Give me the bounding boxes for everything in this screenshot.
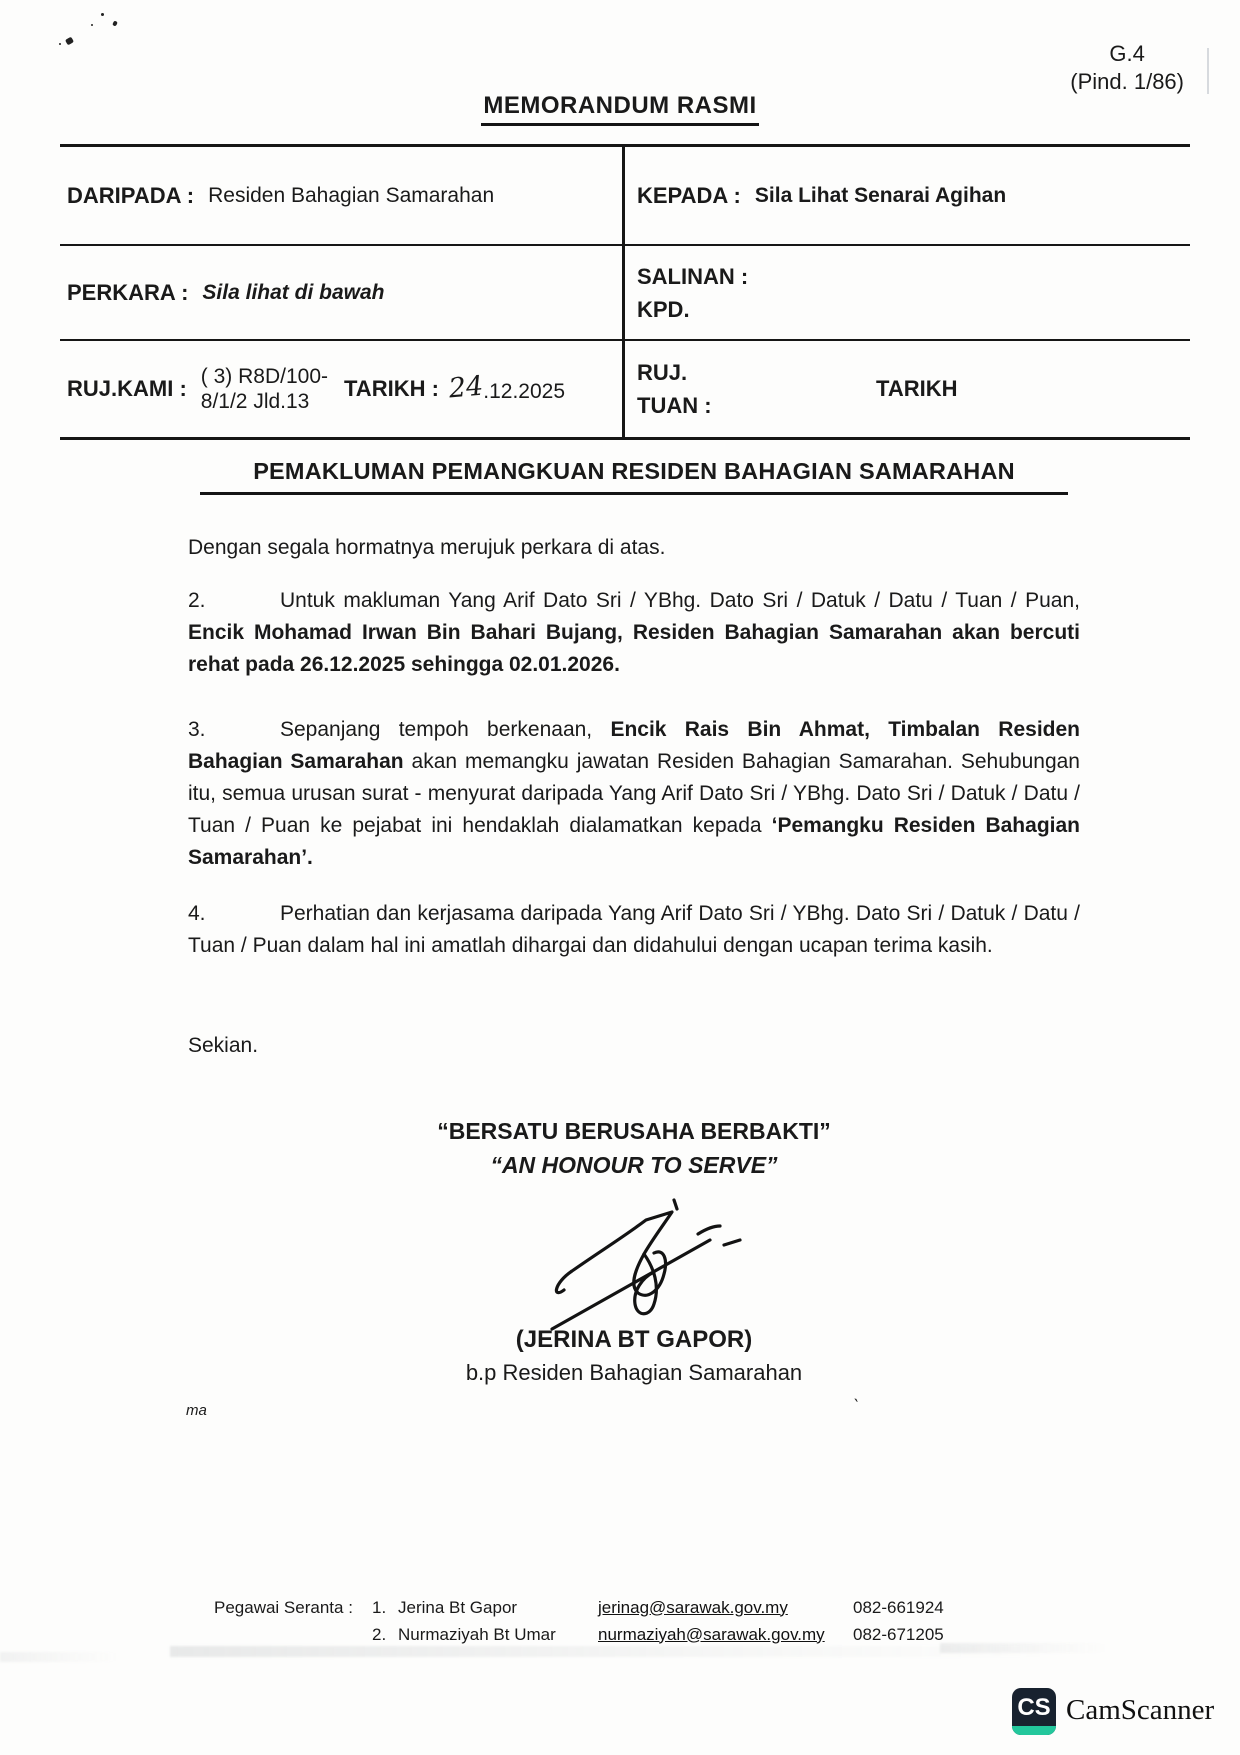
subject-heading: PEMAKLUMAN PEMANGKUAN RESIDEN BAHAGIAN SAMARAHAN xyxy=(253,458,1015,484)
ruj-kami-value: ( 3) R8D/100- 8/1/2 Jld.13 xyxy=(200,365,328,413)
title-row xyxy=(0,92,1240,126)
contact-phone: 082-671205 xyxy=(853,1624,944,1644)
handwritten-day: 24 xyxy=(447,370,485,404)
initials-annotation: ma xyxy=(186,1402,207,1419)
camscanner-icon-text: CS xyxy=(1017,1693,1051,1721)
contact-officers-block xyxy=(214,1594,973,1648)
memo-header-table xyxy=(60,144,1190,440)
ink-speck xyxy=(101,13,104,16)
contact-number: 2. xyxy=(372,1624,387,1644)
paragraph-3 xyxy=(188,714,1080,874)
document-title: MEMORANDUM RASMI xyxy=(481,92,758,126)
perkara-value: Sila lihat di bawah xyxy=(202,280,385,304)
tarikh-value: 24.12.2025 xyxy=(447,370,566,404)
contact-name: Jerina Bt Gapor xyxy=(398,1597,518,1617)
ink-speck xyxy=(65,37,74,46)
paragraph-text: Perhatian dan kerjasama daripada Yang Arif Dato Sri / YBhg. Dato Sri / Datuk / Datu / Tuan / Puan dalam hal ini amatlah dihargai dan didahului dengan ucapan terima kasih. xyxy=(188,902,1080,957)
paragraph-4 xyxy=(188,898,1080,962)
paragraph-1: Dengan segala hormatnya merujuk perkara di atas. xyxy=(188,536,666,559)
contact-name: Nurmaziyah Bt Umar xyxy=(398,1624,556,1644)
scan-smudge xyxy=(170,1646,1050,1657)
camscanner-icon-strip xyxy=(1012,1726,1056,1735)
stray-pen-mark: ` xyxy=(850,1395,861,1417)
kepada-value: Sila Lihat Senarai Agihan xyxy=(754,183,1007,207)
camscanner-brand-text: CamScanner xyxy=(1066,1694,1215,1726)
handwritten-signature xyxy=(548,1198,758,1336)
contact-phone: 082-661924 xyxy=(853,1597,944,1617)
ink-speck xyxy=(112,20,118,26)
scan-edge-artifact xyxy=(1207,48,1209,94)
salinan-label: SALINAN : xyxy=(637,263,749,289)
kpd-label: KPD. xyxy=(637,296,690,322)
camscanner-icon xyxy=(1012,1688,1056,1735)
ink-speck xyxy=(59,43,61,45)
paragraph-number: 2. xyxy=(188,589,206,612)
ink-speck xyxy=(91,24,93,26)
ruj-tuan-line2: TUAN : xyxy=(637,393,712,418)
kepada-label: KEPADA : xyxy=(637,182,741,208)
contact-email-link[interactable]: nurmaziyah@sarawak.gov.my xyxy=(598,1624,825,1644)
tarikh-label: TARIKH : xyxy=(344,376,439,401)
table-row xyxy=(60,246,1190,341)
contact-email-link[interactable]: jerinag@sarawak.gov.my xyxy=(598,1597,788,1617)
motto-line-2: “AN HONOUR TO SERVE” xyxy=(490,1152,778,1178)
daripada-label: DARIPADA : xyxy=(67,182,195,208)
paragraph-text: Untuk makluman Yang Arif Dato Sri / YBhg. Dato Sri / Datuk / Datu / Tuan / Puan, Encik Mohamad Irwan Bin Bahari Bujang, Residen Bahagian Samarahan akan bercuti rehat pada 26.12.2025 sehingga 02.01.2026. xyxy=(188,589,1080,676)
form-revision: (Pind. 1/86) xyxy=(1070,69,1184,94)
closing-line: Sekian. xyxy=(188,1034,259,1057)
table-row xyxy=(60,341,1190,440)
form-code: G.4 xyxy=(1109,41,1145,66)
paragraph-number: 4. xyxy=(188,902,206,925)
paragraph-text: Sepanjang tempoh berkenaan, Encik Rais Bin Ahmat, Timbalan Residen Bahagian Samarahan akan memangku jawatan Residen Bahagian Samarahan. Sehubungan itu, semua urusan surat - menyurat daripada Yang Arif Dato Sri / YBhg. Dato Sri / Datuk / Datu / Tuan / Puan ke pejabat ini hendaklah dialamatkan kepada ‘Pemangku Residen Bahagian Samarahan’. xyxy=(188,718,1080,869)
scan-smudge xyxy=(940,1643,1110,1653)
perkara-cell xyxy=(60,246,622,339)
daripada-value: Residen Bahagian Samarahan xyxy=(208,183,495,207)
ruj-kami-label: RUJ.KAMI : xyxy=(67,376,187,401)
contact-number: 1. xyxy=(372,1597,387,1617)
signatory-name: (JERINA BT GAPOR) xyxy=(515,1326,753,1353)
scan-smudge xyxy=(0,1652,120,1662)
tarikh-right-label: TARIKH xyxy=(876,376,958,401)
daripada-cell xyxy=(60,147,622,244)
perkara-label: PERKARA : xyxy=(67,279,189,305)
paragraph-number: 3. xyxy=(188,718,206,741)
kepada-cell xyxy=(622,147,1190,244)
ruj-tuan-line1: RUJ. xyxy=(637,360,688,385)
ruj-kami-cell xyxy=(60,341,622,437)
footer-label: Pegawai Seranta : xyxy=(214,1597,353,1617)
table-row xyxy=(60,147,1190,246)
ruj-tuan-cell xyxy=(622,341,1190,437)
salinan-cell xyxy=(622,246,1190,339)
form-code-block xyxy=(1070,40,1184,96)
motto-line-1: “BERSATU BERUSAHA BERBAKTI” xyxy=(437,1118,831,1144)
signatory-title: b.p Residen Bahagian Samarahan xyxy=(465,1360,803,1385)
paragraph-2 xyxy=(188,585,1080,681)
subject-heading-row xyxy=(200,458,1068,495)
